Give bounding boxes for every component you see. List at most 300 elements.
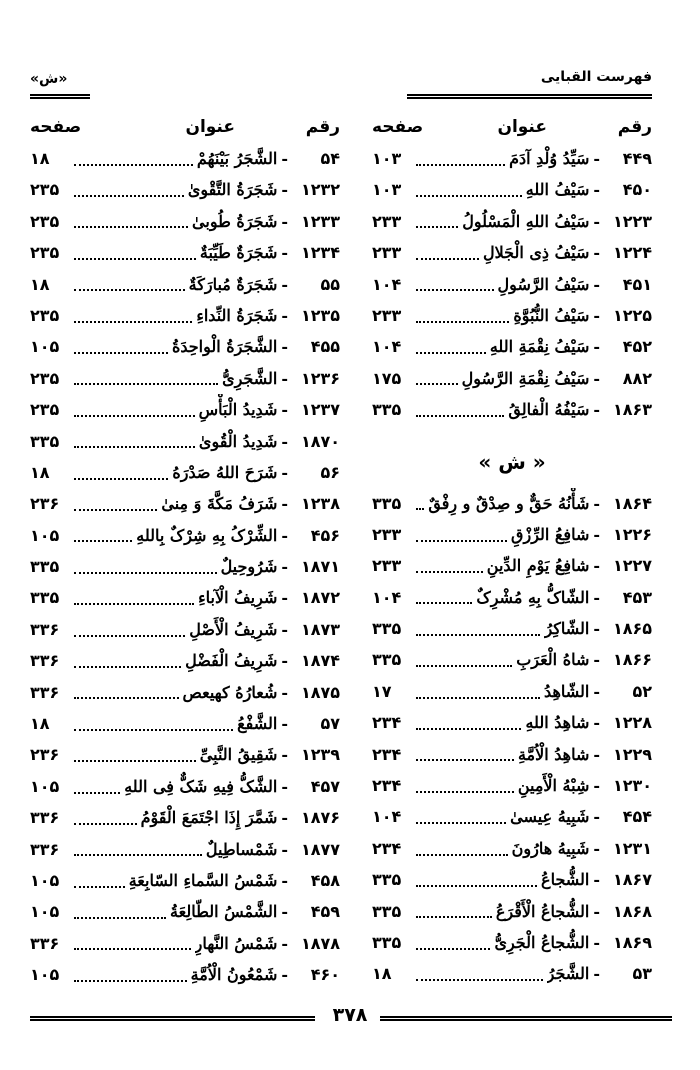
entry-page: ۲۳۵	[30, 400, 60, 420]
entry-title: شُعارُهُ کهیعص	[182, 682, 278, 702]
index-entry	[372, 801, 652, 832]
entry-number: ۴۵۶	[310, 525, 340, 545]
entry-page: ۳۳۵	[372, 932, 402, 952]
entry-dash: -	[281, 337, 288, 357]
entry-number: ۱۸۶۸	[612, 901, 652, 921]
entry-list	[30, 143, 340, 991]
index-entry	[372, 739, 652, 770]
entry-title: الشَّجَرِیُّ	[222, 368, 278, 388]
entry-number: ۱۸۷۵	[300, 682, 340, 702]
entry-page: ۲۳۳	[372, 556, 402, 576]
section-heading: « ش »	[478, 449, 546, 474]
dot-leader	[416, 948, 490, 950]
dot-leader	[74, 760, 196, 762]
dot-leader	[416, 822, 506, 824]
entry-title: شَبِیهُ هارُونَ	[511, 838, 590, 858]
entry-page: ۲۳۴	[372, 776, 402, 796]
entry-page: ۳۳۶	[30, 651, 60, 671]
dot-leader	[74, 258, 196, 260]
entry-dash: -	[593, 243, 600, 263]
entry-number: ۱۲۳۱	[612, 838, 652, 858]
entry-number: ۱۸۷۷	[300, 839, 340, 859]
entry-number: ۱۲۲۳	[612, 211, 652, 231]
index-entry	[372, 958, 652, 989]
dot-leader	[416, 634, 540, 636]
entry-dash: -	[281, 933, 288, 953]
entry-dash: -	[593, 211, 600, 231]
entry-title: شَجَرَةُ طُوبیٰ	[192, 211, 278, 231]
dot-leader	[74, 666, 181, 668]
entry-title: شَقِیقُ النَّبِیِّ	[199, 745, 278, 765]
index-entry	[30, 896, 340, 927]
header-title: عنوان	[497, 117, 547, 137]
index-entry	[372, 143, 652, 174]
entry-title: سَیْفُ نِقْمَةِ الرَّسُولِ	[461, 368, 590, 388]
entry-page: ۳۳۵	[372, 619, 402, 639]
entry-dash: -	[593, 807, 600, 827]
footer-rule-left	[30, 1016, 315, 1021]
entry-number: ۱۸۷۸	[300, 933, 340, 953]
entry-dash: -	[281, 651, 288, 671]
entry-dash: -	[281, 494, 288, 514]
entry-number: ۱۲۳۹	[300, 745, 340, 765]
entry-page: ۲۳۴	[372, 838, 402, 858]
entry-number: ۴۴۹	[622, 149, 652, 168]
entry-number: ۱۲۳۷	[300, 400, 340, 420]
dot-leader	[74, 509, 157, 511]
entry-page: ۱۰۵	[30, 902, 60, 922]
dot-leader	[416, 665, 512, 667]
entry-dash: -	[281, 619, 288, 639]
entry-number: ۵۵	[320, 274, 340, 294]
dot-leader	[416, 321, 509, 323]
dot-leader	[416, 697, 540, 699]
running-header-title: فهرست القبایی	[540, 69, 652, 85]
entry-page: ۱۰۳	[372, 180, 402, 200]
entry-dash: -	[593, 744, 600, 764]
entry-title: شَجَرَةٌ طَیِّبَةٌ	[199, 243, 278, 263]
entry-page: ۲۳۳	[372, 243, 402, 263]
dot-leader	[74, 446, 195, 448]
entry-number: ۵۳	[632, 964, 652, 984]
entry-dash: -	[593, 400, 600, 420]
index-entry	[372, 896, 652, 927]
entry-title: الشُّجاعُ	[541, 870, 590, 890]
dot-leader	[416, 508, 424, 510]
entry-title: سَیْفُ الرَّسُولِ	[497, 274, 590, 294]
entry-page: ۳۳۵	[372, 870, 402, 890]
entry-number: ۱۸۶۷	[612, 870, 652, 890]
entry-title: شَمْسُ السَّماءِ السّابِعَةِ	[128, 870, 278, 890]
entry-title: شَمْساطِیلٌ	[205, 839, 278, 859]
entry-title: الشّاهِدُ	[544, 681, 590, 701]
entry-page: ۳۳۵	[30, 588, 60, 608]
dot-leader	[74, 792, 120, 794]
header-title: عنوان	[185, 117, 235, 137]
entry-dash: -	[281, 557, 288, 577]
entry-number: ۱۲۲۸	[612, 713, 652, 733]
entry-dash: -	[593, 305, 600, 325]
entry-title: الشَّمْسُ الطّالِعَةُ	[170, 902, 278, 922]
entry-title: الشِّرْکُ بِهِ شِرْکٌ بِاللهِ	[136, 525, 278, 545]
left-column	[30, 117, 340, 991]
entry-title: شافِعُ یَوْمِ الدِّینِ	[486, 556, 590, 576]
entry-number: ۸۸۲	[622, 368, 652, 388]
index-entry	[30, 426, 340, 457]
header-rule-left	[30, 94, 90, 99]
index-entry	[30, 206, 340, 237]
entry-title: سَیْفُ نِقْمَةِ اللهِ	[489, 337, 590, 357]
index-entry	[30, 331, 340, 362]
entry-number: ۱۲۳۴	[300, 243, 340, 263]
dot-leader	[74, 478, 168, 480]
header-num: رقم	[617, 117, 652, 137]
index-entry	[372, 174, 652, 205]
dot-leader	[74, 917, 166, 919]
entry-number: ۱۸۷۴	[300, 651, 340, 671]
dot-leader	[416, 916, 492, 918]
dot-leader	[416, 791, 514, 793]
entry-title: الشَّجَرُ	[546, 964, 590, 984]
footer-rule-right	[380, 1016, 672, 1021]
index-entry	[30, 834, 340, 865]
entry-page: ۳۳۶	[30, 808, 60, 828]
entry-title: الشَّجَرُ بَیْنَهُمْ	[196, 149, 278, 168]
dot-leader	[74, 948, 191, 950]
entry-page: ۱۸	[30, 462, 50, 482]
entry-page: ۱۰۳	[372, 149, 402, 168]
entry-page: ۲۳۵	[30, 305, 60, 325]
entry-title: شاهِدُ اللهِ	[525, 713, 590, 733]
index-entry	[372, 833, 652, 864]
index-entry	[372, 363, 652, 394]
header-page: صفحه	[30, 117, 82, 137]
entry-title: شَأْنُهُ حَقٌّ و صِدْقٌ و رِفْقٌ	[428, 493, 590, 513]
entry-title: شَرِیفُ الْآباءِ	[198, 588, 278, 608]
entry-title: شِبْهُ الْأَمِینِ	[517, 776, 590, 796]
entry-number: ۱۸۷۱	[300, 557, 340, 577]
index-entry	[30, 488, 340, 519]
dot-leader	[74, 226, 188, 228]
dot-leader	[416, 540, 507, 542]
dot-leader	[416, 571, 483, 573]
entry-title: الشّاکِرُ	[544, 619, 590, 639]
entry-page: ۱۰۵	[30, 337, 60, 357]
entry-title: شَرُوحِیلٌ	[220, 557, 278, 577]
dot-leader	[416, 195, 522, 197]
entry-number: ۱۲۳۸	[300, 494, 340, 514]
index-entry	[30, 551, 340, 582]
dot-leader	[74, 823, 137, 825]
entry-page: ۳۳۵	[372, 901, 402, 921]
index-entry	[30, 300, 340, 331]
entry-title: سَیْفُ اللهِ	[525, 180, 590, 200]
entry-number: ۱۸۷۲	[300, 588, 340, 608]
entry-dash: -	[593, 713, 600, 733]
entry-dash: -	[281, 776, 288, 796]
entry-dash: -	[593, 149, 600, 168]
entry-dash: -	[593, 932, 600, 952]
entry-title: سَیِّدُ وُلْدِ آدَمَ	[509, 149, 590, 168]
entry-number: ۱۲۲۴	[612, 243, 652, 263]
entry-number: ۱۲۲۷	[612, 556, 652, 576]
dot-leader	[74, 289, 185, 291]
entry-title: شَمَّرَ إِذَا اجْتَمَعَ الْقَوْمُ	[140, 808, 278, 828]
entry-list-top	[372, 143, 652, 426]
entry-title: الشَّکُّ فِیهِ شَکٌّ فِی اللهِ	[124, 776, 278, 796]
running-header-section: «ش»	[30, 71, 68, 87]
entry-title: سَیْفُ اللهِ الْمَسْلُولُ	[462, 211, 590, 231]
entry-title: شَجَرَةٌ مُبارَکَةٌ	[188, 274, 278, 294]
entry-dash: -	[593, 180, 600, 200]
right-column	[372, 117, 652, 990]
dot-leader	[416, 885, 537, 887]
entry-dash: -	[593, 619, 600, 639]
entry-dash: -	[281, 525, 288, 545]
entry-title: شَرِیفُ الْفَضْلِ	[185, 651, 278, 671]
entry-dash: -	[593, 901, 600, 921]
entry-dash: -	[281, 243, 288, 263]
entry-number: ۴۵۷	[310, 776, 340, 796]
dot-leader	[74, 415, 195, 417]
entry-title: الشُّجاعُ الْأَقْرَعُ	[495, 901, 590, 921]
index-entry	[30, 739, 340, 770]
entry-dash: -	[281, 808, 288, 828]
page-number: ۳۷۸	[332, 1004, 368, 1026]
entry-page: ۳۳۶	[30, 933, 60, 953]
entry-dash: -	[593, 650, 600, 670]
entry-title: شاهُ الْعَرَبِ	[516, 650, 590, 670]
entry-dash: -	[281, 431, 288, 451]
entry-number: ۱۸۶۹	[612, 932, 652, 952]
index-entry	[30, 677, 340, 708]
dot-leader	[74, 572, 217, 574]
index-entry	[372, 676, 652, 707]
dot-leader	[416, 728, 521, 730]
entry-list-bottom	[372, 488, 652, 990]
entry-title: شَمْسُ النَّهارِ	[194, 933, 278, 953]
dot-leader	[74, 164, 193, 166]
entry-number: ۴۵۲	[622, 337, 652, 357]
entry-page: ۲۳۴	[372, 744, 402, 764]
index-entry	[30, 802, 340, 833]
entry-title: شافِعُ الرِّزْقِ	[511, 524, 590, 544]
entry-title: شَمْعُونُ الْاُمَّةِ	[190, 965, 278, 985]
dot-leader	[74, 980, 187, 982]
index-entry	[30, 457, 340, 488]
entry-number: ۵۷	[320, 714, 340, 734]
dot-leader	[416, 289, 494, 291]
entry-page: ۱۰۴	[372, 274, 402, 294]
entry-number: ۴۵۱	[622, 274, 652, 294]
entry-dash: -	[593, 681, 600, 701]
entry-title: شَبِیهُ عِیسیٰ	[510, 807, 590, 827]
index-entry	[30, 269, 340, 300]
dot-leader	[74, 635, 185, 637]
index-entry	[372, 519, 652, 550]
entry-number: ۱۸۶۵	[612, 619, 652, 639]
entry-page: ۲۳۳	[372, 305, 402, 325]
entry-page: ۱۰۴	[372, 337, 402, 357]
entry-title: شَجَرَةُ النِّداءِ	[196, 305, 278, 325]
entry-page: ۳۳۵	[372, 493, 402, 513]
entry-page: ۱۰۵	[30, 776, 60, 796]
dot-leader	[74, 729, 233, 731]
entry-dash: -	[593, 776, 600, 796]
header-num: رقم	[305, 117, 340, 137]
entry-dash: -	[593, 587, 600, 607]
index-entry	[372, 550, 652, 581]
entry-dash: -	[593, 274, 600, 294]
entry-page: ۱۰۵	[30, 870, 60, 890]
entry-number: ۴۵۳	[622, 587, 652, 607]
entry-dash: -	[593, 556, 600, 576]
entry-title: شاهِدُ الْاُمَّةِ	[517, 744, 590, 764]
entry-dash: -	[281, 902, 288, 922]
entry-dash: -	[281, 839, 288, 859]
index-entry	[30, 143, 340, 174]
index-entry	[372, 770, 652, 801]
dot-leader	[416, 164, 505, 166]
entry-dash: -	[281, 180, 288, 200]
dot-leader	[74, 321, 192, 323]
entry-title: سَیْفُ النُّبُوَّةِ	[513, 305, 590, 325]
entry-number: ۴۵۰	[622, 180, 652, 200]
entry-page: ۳۳۵	[30, 431, 60, 451]
index-entry	[372, 927, 652, 958]
entry-dash: -	[593, 368, 600, 388]
entry-page: ۲۳۳	[372, 524, 402, 544]
entry-page: ۱۰۴	[372, 587, 402, 607]
index-entry	[30, 645, 340, 676]
dot-leader	[416, 352, 486, 354]
entry-number: ۱۲۳۵	[300, 305, 340, 325]
index-entry	[30, 582, 340, 613]
dot-leader	[416, 383, 458, 385]
entry-number: ۱۲۳۰	[612, 776, 652, 796]
index-entry	[372, 707, 652, 738]
entry-page: ۲۳۳	[372, 211, 402, 231]
entry-page: ۱۸	[30, 149, 50, 168]
index-entry	[30, 363, 340, 394]
entry-dash: -	[281, 588, 288, 608]
entry-dash: -	[593, 870, 600, 890]
index-entry	[30, 771, 340, 802]
entry-number: ۱۸۷۶	[300, 808, 340, 828]
index-entry	[372, 864, 652, 895]
entry-number: ۱۸۶۶	[612, 650, 652, 670]
entry-number: ۴۵۸	[310, 870, 340, 890]
entry-number: ۴۶۰	[310, 965, 340, 985]
entry-number: ۵۴	[320, 149, 340, 168]
entry-dash: -	[281, 870, 288, 890]
index-entry	[372, 613, 652, 644]
entry-dash: -	[281, 965, 288, 985]
entry-number: ۴۵۹	[310, 902, 340, 922]
entry-dash: -	[593, 964, 600, 984]
entry-dash: -	[281, 745, 288, 765]
dot-leader	[416, 602, 472, 604]
entry-number: ۱۲۳۶	[300, 368, 340, 388]
dot-leader	[416, 854, 508, 856]
index-entry	[30, 614, 340, 645]
entry-page: ۱۰۵	[30, 525, 60, 545]
entry-dash: -	[593, 337, 600, 357]
entry-number: ۱۲۲۹	[612, 744, 652, 764]
entry-dash: -	[281, 400, 288, 420]
entry-number: ۱۸۶۴	[612, 493, 652, 513]
entry-page: ۱۸	[30, 714, 50, 734]
dot-leader	[416, 226, 458, 228]
entry-page: ۲۳۵	[30, 368, 60, 388]
entry-dash: -	[281, 368, 288, 388]
entry-page: ۱۷۵	[372, 368, 402, 388]
dot-leader	[74, 886, 125, 888]
index-entry	[372, 206, 652, 237]
dot-leader	[74, 540, 132, 542]
entry-dash: -	[281, 714, 288, 734]
header-rule-right	[407, 94, 652, 99]
index-entry	[30, 959, 340, 990]
entry-page: ۲۳۶	[30, 494, 60, 514]
entry-dash: -	[281, 274, 288, 294]
dot-leader	[74, 854, 202, 856]
entry-dash: -	[593, 493, 600, 513]
entry-page: ۳۳۶	[30, 839, 60, 859]
entry-title: شَدِیدُ الْبَأْسِ	[198, 400, 278, 420]
entry-title: الشَّجَرَةُ الْواحِدَةُ	[171, 337, 278, 357]
entry-page: ۳۳۶	[30, 682, 60, 702]
entry-page: ۲۳۵	[30, 211, 60, 231]
dot-leader	[74, 697, 179, 699]
entry-title: الشَّفْعُ	[237, 714, 278, 734]
entry-page: ۳۳۵	[372, 400, 402, 420]
entry-page: ۱۷	[372, 681, 392, 701]
index-entry	[30, 520, 340, 551]
column-header	[30, 117, 340, 143]
dot-leader	[74, 383, 218, 385]
entry-title: شَرِیفُ الْأَصْلِ	[189, 619, 278, 639]
entry-page: ۲۳۶	[30, 745, 60, 765]
dot-leader	[416, 415, 504, 417]
entry-title: الشُّجاعُ الْجَرِیُّ	[494, 932, 590, 952]
entry-dash: -	[593, 524, 600, 544]
entry-title: شَرَفُ مَکَّةَ وَ مِنیٰ	[161, 494, 278, 514]
dot-leader	[416, 979, 543, 981]
entry-number: ۱۸۷۰	[300, 431, 340, 451]
entry-dash: -	[281, 211, 288, 231]
entry-page: ۱۸	[30, 274, 50, 294]
index-entry	[30, 394, 340, 425]
index-entry	[372, 300, 652, 331]
entry-dash: -	[593, 838, 600, 858]
entry-number: ۱۸۷۳	[300, 619, 340, 639]
entry-title: شَدِیدُ الْقُویٰ	[198, 431, 278, 451]
dot-leader	[74, 603, 194, 605]
dot-leader	[416, 759, 514, 761]
index-entry	[372, 644, 652, 675]
entry-title: شَرَحَ اللهُ صَدْرَهُ	[172, 462, 278, 482]
index-entry	[30, 865, 340, 896]
entry-dash: -	[281, 149, 288, 168]
entry-number: ۱۲۳۳	[300, 211, 340, 231]
entry-dash: -	[281, 305, 288, 325]
entry-page: ۳۳۵	[30, 557, 60, 577]
index-entry	[372, 394, 652, 425]
index-entry	[372, 331, 652, 362]
index-entry	[372, 582, 652, 613]
entry-number: ۵۲	[632, 681, 652, 701]
